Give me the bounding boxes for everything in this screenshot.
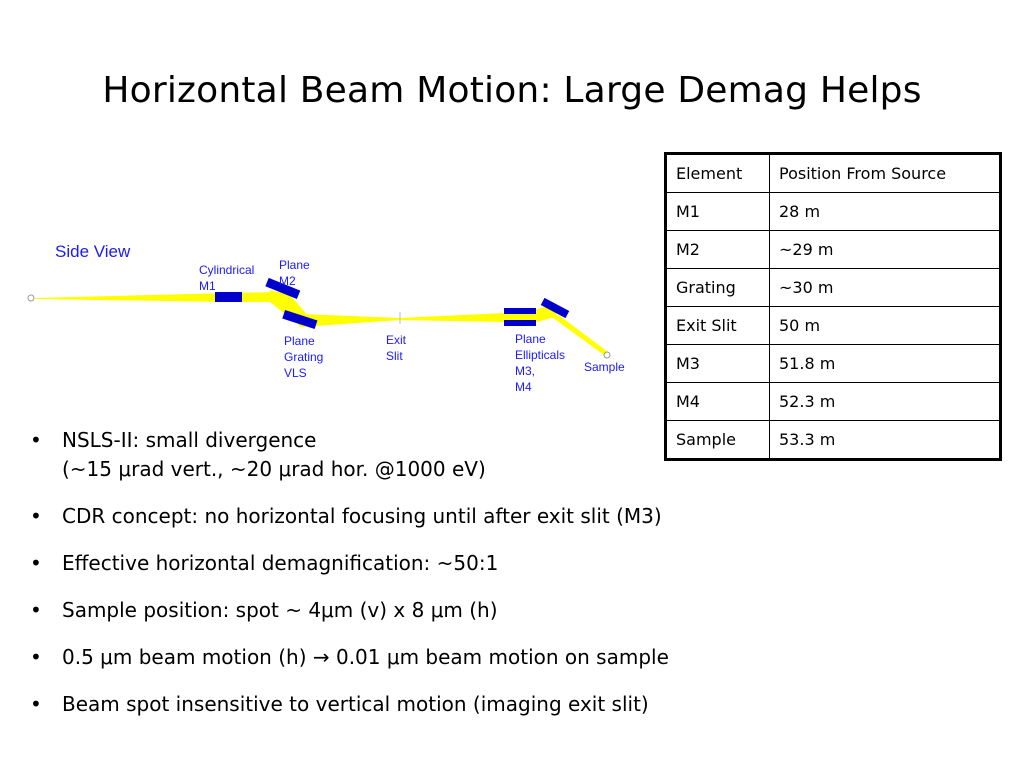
table-header-row xyxy=(666,154,1001,193)
side-view-label: Side View xyxy=(55,242,131,261)
bullet-text: 0.5 μm beam motion (h) → 0.01 μm beam motion on sample xyxy=(62,645,669,669)
table-cell: ~30 m xyxy=(770,269,1001,307)
bullet-item xyxy=(30,643,1010,672)
label-sample: Sample xyxy=(584,360,625,374)
bullet-item xyxy=(30,549,1010,578)
table-cell: Exit Slit xyxy=(666,307,770,345)
bullet-dot-icon: • xyxy=(30,504,42,528)
table-row xyxy=(666,307,1001,345)
table-cell: M1 xyxy=(666,193,770,231)
table-cell: 52.3 m xyxy=(770,383,1001,421)
table-cell: Grating xyxy=(666,269,770,307)
table-header-cell: Position From Source xyxy=(770,154,1001,193)
table-cell: ~29 m xyxy=(770,231,1001,269)
table-cell: 28 m xyxy=(770,193,1001,231)
bullet-dot-icon: • xyxy=(30,598,42,622)
source-point xyxy=(28,295,34,301)
sample-point xyxy=(604,352,610,358)
bullet-text: Beam spot insensitive to vertical motion (imaging exit slit) xyxy=(62,692,649,716)
bullet-item xyxy=(30,690,1010,719)
label-cylindrical-m1: Cylindrical M1 xyxy=(199,263,255,293)
bullet-dot-icon: • xyxy=(30,551,42,575)
table-row xyxy=(666,383,1001,421)
bullet-text-continued: (~15 μrad vert., ~20 μrad hor. @1000 eV) xyxy=(62,457,486,481)
bullet-dot-icon: • xyxy=(30,645,42,669)
slide-title: Horizontal Beam Motion: Large Demag Helps xyxy=(102,70,922,111)
bullet-item xyxy=(30,596,1010,625)
table-row xyxy=(666,269,1001,307)
m3-mirror-lower xyxy=(504,320,536,326)
table-cell: M4 xyxy=(666,383,770,421)
element-position-table xyxy=(664,152,1002,461)
table-cell: 53.3 m xyxy=(770,421,1001,460)
table-cell: 50 m xyxy=(770,307,1001,345)
label-plane-grating: Plane Grating VLS xyxy=(284,334,324,380)
table-header-cell: Element xyxy=(666,154,770,193)
table-row xyxy=(666,231,1001,269)
table-row xyxy=(666,193,1001,231)
table-cell: 51.8 m xyxy=(770,345,1001,383)
bullet-item xyxy=(30,502,1010,531)
bullet-text: Effective horizontal demagnification: ~50:1 xyxy=(62,551,499,575)
bullet-dot-icon: • xyxy=(30,692,42,716)
label-exit-slit: Exit Slit xyxy=(386,333,407,363)
table-cell: Sample xyxy=(666,421,770,460)
bullet-text: Sample position: spot ~ 4μm (v) x 8 μm (h) xyxy=(62,598,498,622)
label-plane-m2: Plane M2 xyxy=(279,258,310,288)
bullet-text: NSLS-II: small divergence xyxy=(62,428,317,452)
bullet-item xyxy=(30,426,1010,484)
label-plane-ellipticals: Plane Ellipticals M3, M4 xyxy=(515,332,566,394)
m3-mirror xyxy=(504,308,536,314)
bullet-dot-icon: • xyxy=(30,428,42,452)
bullet-text: CDR concept: no horizontal focusing until after exit slit (M3) xyxy=(62,504,662,528)
table-cell: M3 xyxy=(666,345,770,383)
bullet-list xyxy=(30,426,1010,737)
table-row xyxy=(666,345,1001,383)
table-cell: M2 xyxy=(666,231,770,269)
